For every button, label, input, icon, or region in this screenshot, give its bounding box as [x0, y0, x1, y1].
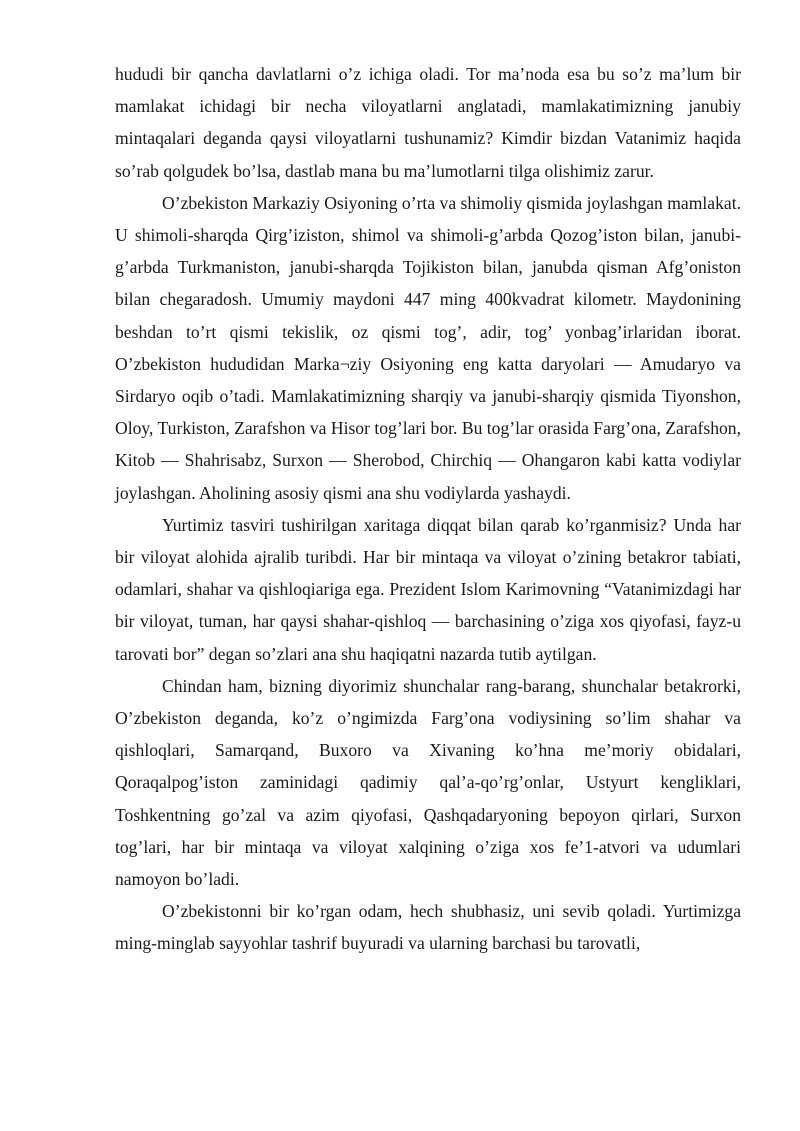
paragraph-tourism: O’zbekistonni bir ko’rgan odam, hech shubhasiz, uni sevib qoladi. Yurtimizga ming-minglab sayyohlar tashrif buyuradi va ularning barchasi bu tarovatli, — [115, 901, 741, 954]
paragraph-geography: O’zbekiston Markaziy Osiyoning o’rta va shimoliy qismida joylashgan mamlakat. U shimoli-sharqda Qirg’iziston, shimol va shimoli-g’arbda Qozog’iston bilan, janubi-g’arbda Turkmaniston, janubi-sharqda Tojikiston bilan, janubda qisman Afg’oniston bilan chegaradosh. Umumiy maydoni 447 ming 400kvadrat kilometr. Maydonining beshdan to’rt qismi tekislik, oz qismi tog’, adir, tog’ yonbag’irlaridan iborat. O’zbekiston hududidan Marka¬ziy Osiyoning eng katta daryolari — Amudaryo va Sirdaryo oqib o’tadi. Mamlakatimizning sharqiy va janubi-sharqiy qismida Tiyonshon, Oloy, Turkiston, Zarafshon va Hisor tog’lari bor. Bu tog’lar orasida Farg’ona, Zarafshon, Kitob — Shahrisabz, Surxon — Sherobod, Chirchiq — Ohangaron kabi katta vodiylar joylashgan. Aholining asosiy qismi ana shu vodiylarda yashaydi. — [115, 192, 742, 503]
document-page — [115, 58, 741, 960]
paragraph-diversity: Chindan ham, bizning diyorimiz shunchalar rang-barang, shunchalar betakrorki, O’zbekiston deganda, ko’z o’ngimizda Farg’ona vodiysining so’lim shahar va qishloqlari, Samarqand, Buxoro va Xivaning ko’hna me’moriy obidalari, Qoraqalpog’iston zaminidagi qadimiy qal’a-qo’rg’onlar, Ustyurt kengliklari, Toshkentning go’zal va azim qiyofasi, Qashqadaryoning bepoyon qirlari, Surxon tog’lari, har bir mintaqa va viloyat xalqining o’ziga xos fe’1-atvori va udumlari namoyon bo’ladi. — [115, 675, 741, 890]
paragraph-continuation: hududi bir qancha davlatlarni o’z ichiga oladi. Tor ma’noda esa bu so’z ma’lum bir mamlakat ichidagi bir necha viloyatlarni anglatadi, mamlakatimizning janubiy mintaqalari deganda qaysi viloyatlarni tushunamiz? Kimdir bizdan Vatanimiz haqida so’rab qolgudek bo’lsa, dastlab mana bu ma’lumotlarni tilga olishimiz zarur. — [115, 64, 741, 181]
paragraph-map: Yurtimiz tasviri tushirilgan xaritaga diqqat bilan qarab ko’rganmisiz? Unda har bir viloyat alohida ajralib turibdi. Har bir mintaqa va viloyat o’zining betakror tabiati, odamlari, shahar va qishloqiariga ega. Prezident Islom Karimovning “Vatanimizdagi har bir viloyat, tuman, har qaysi shahar-qishloq — barchasining o’ziga xos qiyofasi, fayz-u tarovati bor” degan so’zlari ana shu haqiqatni nazarda tutib aytilgan. — [115, 514, 741, 664]
